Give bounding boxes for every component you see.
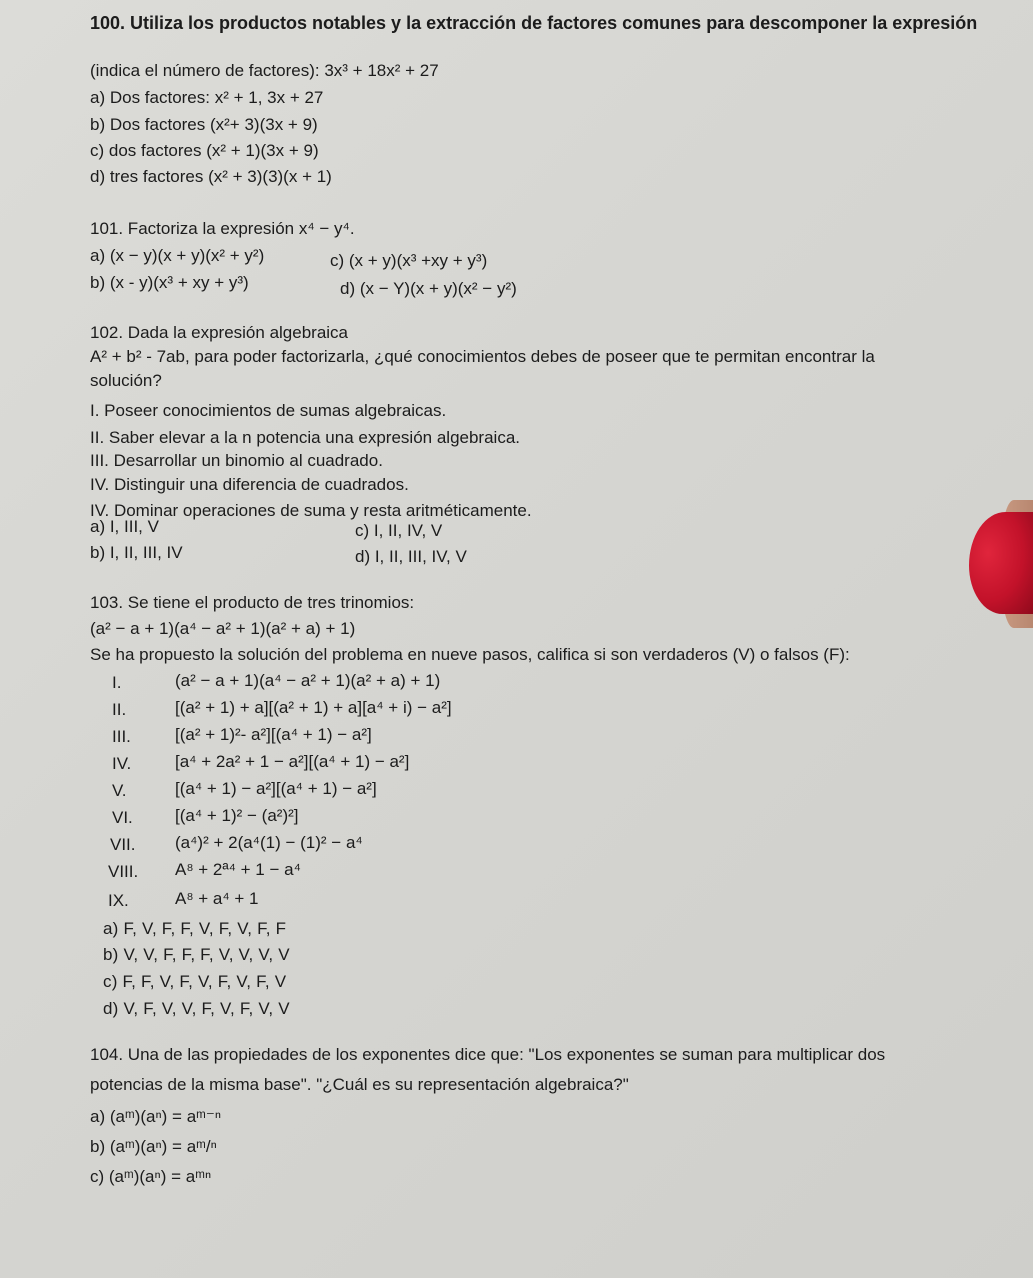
q103-step-text: [a⁴ + 2a² + 1 − a²][(a⁴ + 1) − a²] (175, 752, 410, 771)
q102-item-4: IV. Distinguir una diferencia de cuadrados. (90, 475, 409, 494)
red-nail (969, 512, 1033, 614)
q100-option-d[interactable]: d) tres factores (x² + 3)(3)(x + 1) (90, 167, 332, 186)
q103-step-text: [(a⁴ + 1)² − (a²)²] (175, 806, 299, 825)
q101-option-b[interactable]: b) (x - y)(x³ + xy + y³) (90, 273, 249, 292)
q103-step-number: VII. (110, 835, 136, 854)
q103-step-text: [(a⁴ + 1) − a²][(a⁴ + 1) − a²] (175, 779, 377, 798)
q103-step-text: A⁸ + 2ª⁴ + 1 − a⁴ (175, 860, 301, 879)
q103-step-number: V. (112, 781, 127, 800)
q102-item-3: III. Desarrollar un binomio al cuadrado. (90, 451, 383, 470)
q102-option-a[interactable]: a) I, III, V (90, 517, 159, 536)
q103-step-text: [(a² + 1)²- a²][(a⁴ + 1) − a²] (175, 725, 372, 744)
q102-option-c[interactable]: c) I, II, IV, V (355, 521, 443, 540)
q101-title: 101. Factoriza la expresión x⁴ − y⁴. (90, 219, 355, 238)
q103-option-a[interactable]: a) F, V, F, F, V, F, V, F, F (103, 919, 287, 938)
q104-option-c[interactable]: c) (aᵐ)(aⁿ) = aᵐⁿ (90, 1167, 212, 1186)
q100-option-a[interactable]: a) Dos factores: x² + 1, 3x + 27 (90, 88, 324, 107)
q101-option-a[interactable]: a) (x − y)(x + y)(x² + y²) (90, 246, 265, 265)
q102-item-2: II. Saber elevar a la n potencia una expresión algebraica. (90, 428, 520, 447)
q103-step-text: (a² − a + 1)(a⁴ − a² + 1)(a² + a) + 1) (175, 671, 441, 690)
q104-option-a[interactable]: a) (aᵐ)(aⁿ) = aᵐ⁻ⁿ (90, 1107, 222, 1126)
q102-option-d[interactable]: d) I, II, III, IV, V (355, 547, 467, 566)
q100-subtitle: (indica el número de factores): 3x³ + 18x² + 27 (90, 61, 439, 80)
q103-step-number: VI. (112, 808, 133, 827)
q103-expression: (a² − a + 1)(a⁴ − a² + 1)(a² + a) + 1) (90, 619, 356, 638)
q103-title: 103. Se tiene el producto de tres trinomios: (90, 593, 415, 612)
q102-option-b[interactable]: b) I, II, III, IV (90, 543, 183, 562)
q103-step-number: IX. (108, 891, 129, 910)
q102-title: 102. Dada la expresión algebraica (90, 323, 349, 342)
q103-step-text: A⁸ + a⁴ + 1 (175, 889, 259, 908)
q103-option-c[interactable]: c) F, F, V, F, V, F, V, F, V (103, 972, 287, 991)
q100-option-c[interactable]: c) dos factores (x² + 1)(3x + 9) (90, 141, 319, 160)
q103-option-d[interactable]: d) V, F, V, V, F, V, F, V, V (103, 999, 290, 1018)
q103-intro: Se ha propuesto la solución del problema en nueve pasos, califica si son verdaderos (V) o falsos (F): (90, 645, 850, 664)
q101-option-d[interactable]: d) (x − Y)(x + y)(x² − y²) (340, 279, 517, 298)
q104-subtitle: potencias de la misma base". "¿Cuál es su representación algebraica?" (90, 1075, 629, 1094)
q103-step-number: IV. (112, 754, 132, 773)
q102-solution-word: solución? (90, 371, 162, 390)
q100-option-b[interactable]: b) Dos factores (x²+ 3)(3x + 9) (90, 115, 318, 134)
q102-item-5: IV. Dominar operaciones de suma y resta aritméticamente. (90, 501, 532, 520)
q103-step-text: (a⁴)² + 2(a⁴(1) − (1)² − a⁴ (175, 833, 363, 852)
q103-option-b[interactable]: b) V, V, F, F, F, V, V, V, V (103, 945, 290, 964)
q102-expression-line: A² + b² - 7ab, para poder factorizarla, ¿qué conocimientos debes de poseer que te permitan encontrar la (90, 347, 875, 366)
q104-option-b[interactable]: b) (aᵐ)(aⁿ) = aᵐ/ⁿ (90, 1137, 217, 1156)
q103-step-number: VIII. (108, 862, 139, 881)
q103-step-text: [(a² + 1) + a][(a² + 1) + a][a⁴ + i) − a²] (175, 698, 452, 717)
q100-title: 100. Utiliza los productos notables y la extracción de factores comunes para descomponer la expresión (90, 13, 978, 33)
q102-item-1: I. Poseer conocimientos de sumas algebraicas. (90, 401, 447, 420)
q103-step-number: III. (112, 727, 131, 746)
q104-title: 104. Una de las propiedades de los exponentes dice que: "Los exponentes se suman para multiplicar dos (90, 1045, 886, 1064)
q103-step-number: I. (112, 673, 122, 692)
q103-step-number: II. (112, 700, 127, 719)
q101-option-c[interactable]: c) (x + y)(x³ +xy + y³) (330, 251, 488, 270)
